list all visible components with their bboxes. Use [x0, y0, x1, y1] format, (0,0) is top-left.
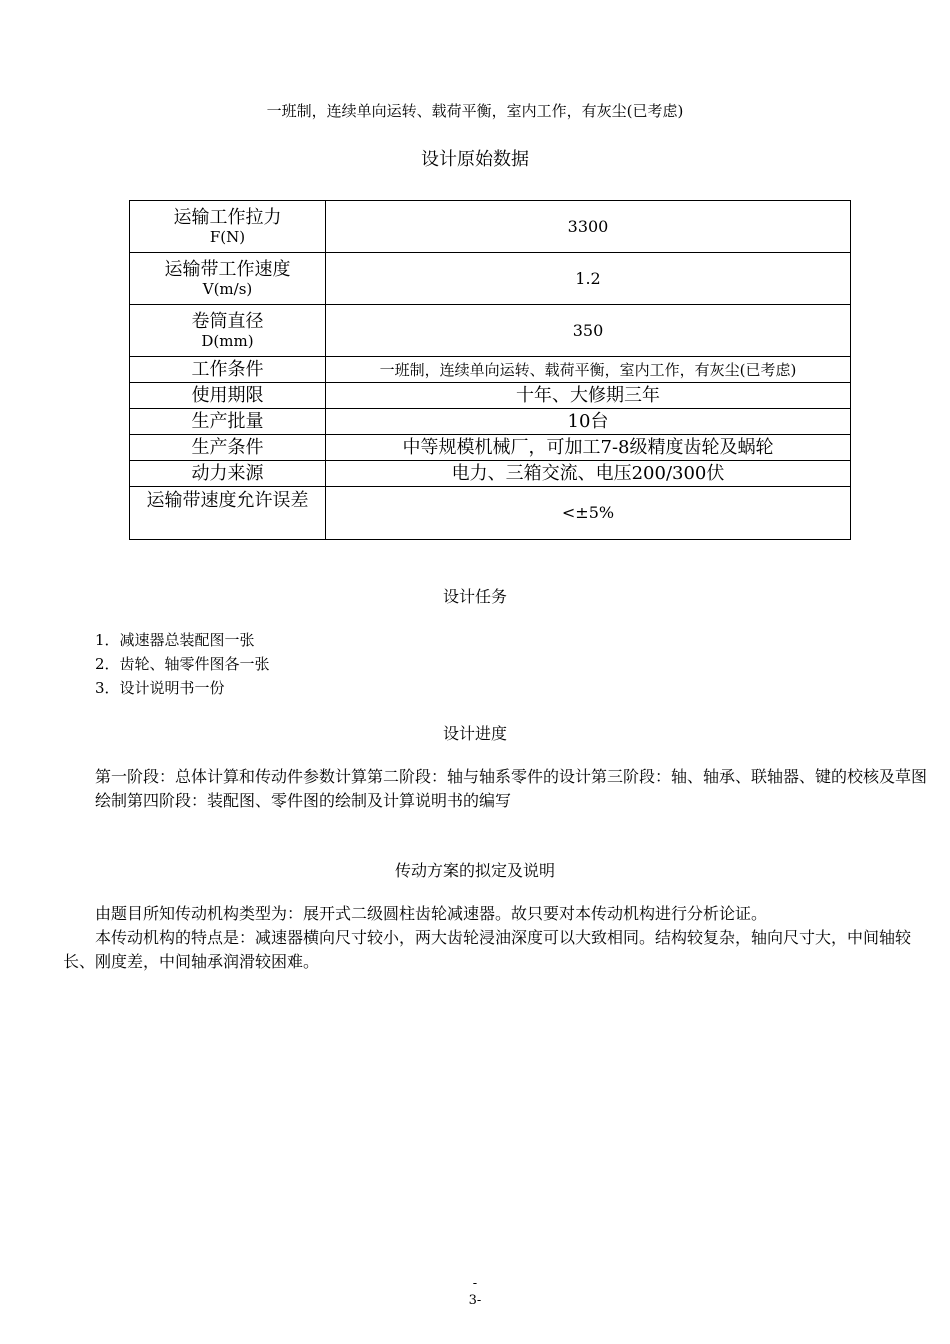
transmission-paragraph-2: 本传动机构的特点是：减速器横向尺寸较小，两大齿轮浸油深度可以大致相同。结构较复杂，轴向尺寸大，中间轴较长、刚度差，中间轴承润滑较困难。 — [63, 928, 912, 971]
table-row — [130, 487, 851, 540]
table-row — [130, 201, 851, 253]
table-row — [130, 383, 851, 409]
param-value: 电力、三箱交流、电压200/300伏 — [326, 461, 851, 487]
param-value: 1.2 — [326, 253, 851, 305]
design-tasks-heading: 设计任务 — [442, 587, 507, 606]
list-item: 1．减速器总装配图一张 — [95, 631, 255, 649]
param-label: 生产条件 — [130, 435, 326, 461]
design-data-table — [129, 200, 851, 540]
param-value: 3300 — [326, 201, 851, 253]
param-value: 一班制，连续单向运转、载荷平衡，室内工作，有灰尘(已考虑) — [326, 357, 851, 383]
page-number-dash: - — [472, 1276, 478, 1291]
param-value: 中等规模机械厂，可加工7-8级精度齿轮及蜗轮 — [326, 435, 851, 461]
param-value: 10台 — [326, 409, 851, 435]
param-label-cell — [130, 305, 326, 357]
param-value: <±5% — [326, 487, 851, 540]
param-unit: V(m/s) — [202, 280, 253, 299]
table-row — [130, 409, 851, 435]
param-label-cell — [130, 253, 326, 305]
table-row — [130, 435, 851, 461]
transmission-heading: 传动方案的拟定及说明 — [394, 861, 555, 880]
design-progress-text: 第一阶段：总体计算和传动件参数计算第二阶段：轴与轴系零件的设计第三阶段：轴、轴承、联轴器、键的校核及草图绘制第四阶段：装配图、零件图的绘制及计算说明书的编写 — [95, 767, 928, 810]
table-row — [130, 253, 851, 305]
param-label: 运输带工作速度 — [164, 258, 291, 280]
table-row — [130, 305, 851, 357]
param-label: 使用期限 — [130, 383, 326, 409]
param-label: 卷筒直径 — [191, 310, 264, 332]
page-number: 3- — [468, 1293, 482, 1308]
param-label: 生产批量 — [130, 409, 326, 435]
param-label: 动力来源 — [130, 461, 326, 487]
param-unit: D(mm) — [201, 332, 254, 351]
table-row — [130, 461, 851, 487]
header-note: 一班制，连续单向运转、载荷平衡，室内工作，有灰尘(已考虑) — [266, 102, 684, 120]
list-item: 2．齿轮、轴零件图各一张 — [95, 655, 270, 673]
param-label: 运输带速度允许误差 — [130, 487, 326, 540]
design-progress-heading: 设计进度 — [442, 724, 507, 743]
transmission-paragraph-1: 由题目所知传动机构类型为：展开式二级圆柱齿轮减速器。故只要对本传动机构进行分析论证。 — [95, 904, 768, 923]
param-label: 运输工作拉力 — [173, 206, 282, 228]
param-label-cell — [130, 201, 326, 253]
table-row — [130, 357, 851, 383]
param-unit: F(N) — [209, 228, 246, 247]
param-value: 350 — [326, 305, 851, 357]
param-label: 工作条件 — [130, 357, 326, 383]
list-item: 3．设计说明书一份 — [95, 679, 225, 697]
document-title: 设计原始数据 — [421, 149, 529, 170]
param-value: 十年、大修期三年 — [326, 383, 851, 409]
